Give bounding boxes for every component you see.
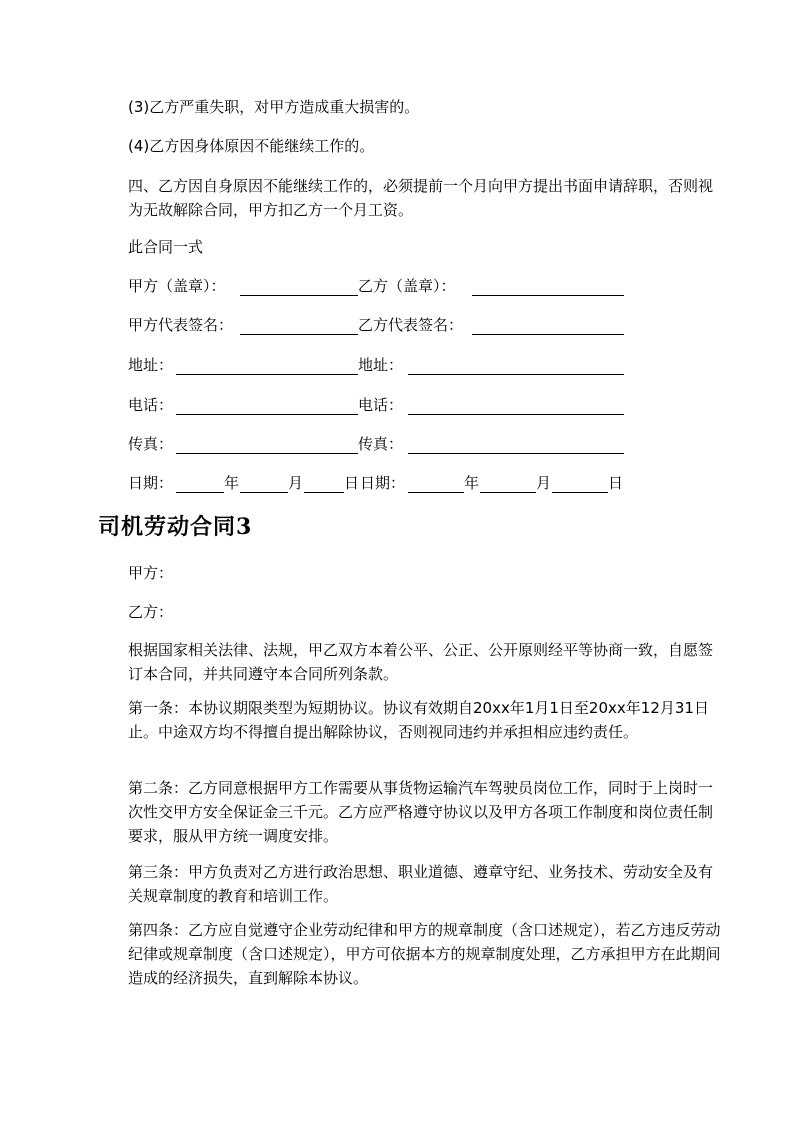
party-a-month-blank[interactable] bbox=[240, 492, 288, 493]
rep-row bbox=[128, 314, 628, 336]
party-b-address-label: 地址： bbox=[358, 356, 404, 374]
clause-4: 四、乙方因自身原因不能继续工作的，必须提前一个月向甲方提出书面申请辞职，否则视为无故解除合同，甲方扣乙方一个月工资。 bbox=[128, 177, 714, 219]
party-b-fax-label: 传真： bbox=[358, 435, 404, 453]
party-b-year-label: 年 bbox=[464, 474, 480, 492]
phone-row bbox=[128, 394, 628, 416]
party-b-phone-blank[interactable] bbox=[408, 414, 624, 415]
party-b-seal-blank[interactable] bbox=[472, 295, 624, 296]
party-a-month-label: 月 bbox=[288, 474, 304, 492]
party-a-phone-label: 电话： bbox=[128, 396, 174, 414]
fax-row bbox=[128, 433, 628, 455]
party-a-seal-label: 甲方（盖章）： bbox=[128, 277, 226, 295]
party-a-phone-blank[interactable] bbox=[176, 414, 358, 415]
contract3-party-a: 甲方： bbox=[128, 564, 174, 582]
item-4: (4)乙方因身体原因不能继续工作的。 bbox=[128, 137, 375, 155]
copies-text: 此合同一式 bbox=[128, 238, 204, 256]
party-b-seal-label: 乙方（盖章）： bbox=[358, 277, 456, 295]
address-row bbox=[128, 354, 628, 376]
item-3: (3)乙方严重失职，对甲方造成重大损害的。 bbox=[128, 98, 420, 116]
party-b-date-label: 日期： bbox=[360, 474, 406, 492]
party-b-day-blank[interactable] bbox=[552, 492, 608, 493]
party-a-address-label: 地址： bbox=[128, 356, 174, 374]
party-a-year-label: 年 bbox=[224, 474, 240, 492]
section-title: 司机劳动合同3 bbox=[98, 514, 253, 540]
contract3-party-b: 乙方： bbox=[128, 603, 174, 621]
party-b-rep-label: 乙方代表签名： bbox=[358, 316, 464, 334]
party-a-day-label: 日 bbox=[344, 474, 360, 492]
party-a-fax-label: 传真： bbox=[128, 435, 174, 453]
party-b-phone-label: 电话： bbox=[358, 396, 404, 414]
contract3-article-3: 第三条：甲方负责对乙方进行政治思想、职业道德、遵章守纪、业务技术、劳动安全及有关规章制度的教育和培训工作。 bbox=[128, 863, 714, 905]
party-b-year-blank[interactable] bbox=[408, 492, 464, 493]
party-a-year-blank[interactable] bbox=[176, 492, 224, 493]
party-b-address-blank[interactable] bbox=[408, 374, 624, 375]
contract3-preamble: 根据国家相关法律、法规，甲乙双方本着公平、公正、公开原则经平等协商一致，自愿签订本合同，并共同遵守本合同所列条款。 bbox=[128, 641, 714, 683]
party-a-rep-blank[interactable] bbox=[240, 334, 358, 335]
party-a-day-blank[interactable] bbox=[304, 492, 344, 493]
party-b-month-blank[interactable] bbox=[480, 492, 536, 493]
party-a-seal-blank[interactable] bbox=[240, 295, 358, 296]
party-b-rep-blank[interactable] bbox=[472, 334, 624, 335]
date-row bbox=[128, 472, 628, 494]
party-b-fax-blank[interactable] bbox=[408, 453, 624, 454]
party-a-address-blank[interactable] bbox=[176, 374, 358, 375]
party-a-fax-blank[interactable] bbox=[176, 453, 358, 454]
contract3-article-4: 第四条：乙方应自觉遵守企业劳动纪律和甲方的规章制度（含口述规定），若乙方违反劳动纪律或规章制度（含口述规定），甲方可依据本方的规章制度处理，乙方承担甲方在此期间造成的经济损失，直到解除本协议。 bbox=[128, 921, 721, 987]
party-a-date-label: 日期： bbox=[128, 474, 174, 492]
contract3-article-1: 第一条：本协议期限类型为短期协议。协议有效期自20xx年1月1日至20xx年12月31日止。中途双方均不得擅自提出解除协议，否则视同违约并承担相应违约责任。 bbox=[128, 699, 709, 741]
seal-row bbox=[128, 275, 628, 297]
party-a-rep-label: 甲方代表签名： bbox=[128, 316, 234, 334]
party-b-month-label: 月 bbox=[536, 474, 552, 492]
party-b-day-label: 日 bbox=[608, 474, 624, 492]
contract3-article-2: 第二条：乙方同意根据甲方工作需要从事货物运输汽车驾驶员岗位工作，同时于上岗时一次性交甲方安全保证金三千元。乙方应严格遵守协议以及甲方各项工作制度和岗位责任制要求，服从甲方统一调度安排。 bbox=[128, 779, 714, 845]
